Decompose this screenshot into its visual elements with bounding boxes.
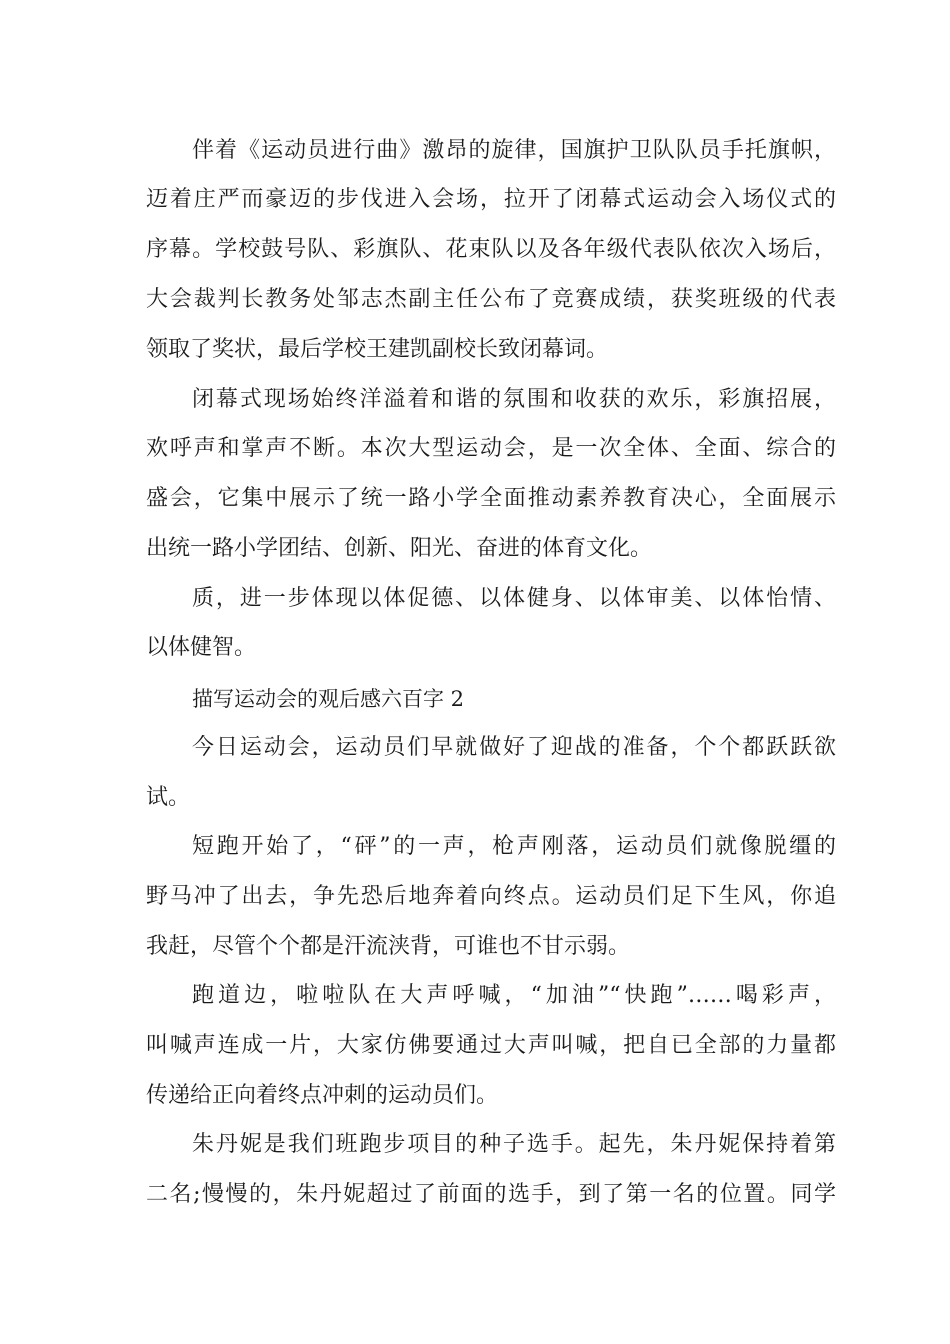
paragraph-1-line-5: 领取了奖状，最后学校王建凯副校长致闭幕词。 — [146, 337, 609, 362]
paragraph-7-line-1: 朱丹妮是我们班跑步项目的种子选手。起先，朱丹妮保持着第 — [192, 1132, 836, 1157]
paragraph-7-line-2: 二名;慢慢的，朱丹妮超过了前面的选手，到了第一名的位置。同学 — [146, 1182, 836, 1207]
paragraph-5-line-3: 我赶，尽管个个都是汗流浃背，可谁也不甘示弱。 — [146, 934, 631, 959]
paragraph-6-line-3: 传递给正向着终点冲刺的运动员们。 — [146, 1083, 499, 1108]
paragraph-1-line-2: 迈着庄严而豪迈的步伐进入会场，拉开了闭幕式运动会入场仪式的 — [146, 187, 836, 212]
paragraph-6-line-2: 叫喊声连成一片，大家仿佛要通过大声叫喊，把自已全部的力量都 — [146, 1033, 836, 1058]
paragraph-4-line-2: 试。 — [146, 785, 191, 810]
paragraph-3-line-1: 质，进一步体现以体促德、以体健身、以体审美、以体怡情、 — [192, 586, 836, 611]
paragraph-1-line-4: 大会裁判长教务处邹志杰副主任公布了竞赛成绩，获奖班级的代表 — [146, 287, 836, 312]
paragraph-5-line-2: 野马冲了出去，争先恐后地奔着向终点。运动员们足下生风，你追 — [146, 884, 836, 909]
paragraph-1-line-3: 序幕。学校鼓号队、彩旗队、花束队以及各年级代表队依次入场后， — [146, 237, 836, 262]
paragraph-2-line-1: 闭幕式现场始终洋溢着和谐的氛围和收获的欢乐，彩旗招展， — [192, 387, 836, 412]
paragraph-5-line-1: 短跑开始了，“砰”的一声，枪声刚落，运动员们就像脱缰的 — [192, 834, 836, 859]
paragraph-2-line-2: 欢呼声和掌声不断。本次大型运动会，是一次全体、全面、综合的 — [146, 436, 836, 461]
paragraph-2-line-3: 盛会，它集中展示了统一路小学全面推动素养教育决心，全面展示 — [146, 486, 836, 511]
paragraph-2-line-4: 出统一路小学团结、创新、阳光、奋进的体育文化。 — [146, 536, 653, 561]
paragraph-4-line-1: 今日运动会，运动员们早就做好了迎战的准备，个个都跃跃欲 — [192, 735, 836, 760]
paragraph-6-line-1: 跑道边，啦啦队在大声呼喊，“加油”“快跑”……喝彩声， — [192, 983, 836, 1008]
paragraph-1-line-1: 伴着《运动员进行曲》激昂的旋律，国旗护卫队队员手托旗帜， — [192, 138, 836, 163]
paragraph-3-line-2: 以体健智。 — [146, 635, 257, 660]
section-heading: 描写运动会的观后感六百字 2 — [192, 687, 465, 711]
